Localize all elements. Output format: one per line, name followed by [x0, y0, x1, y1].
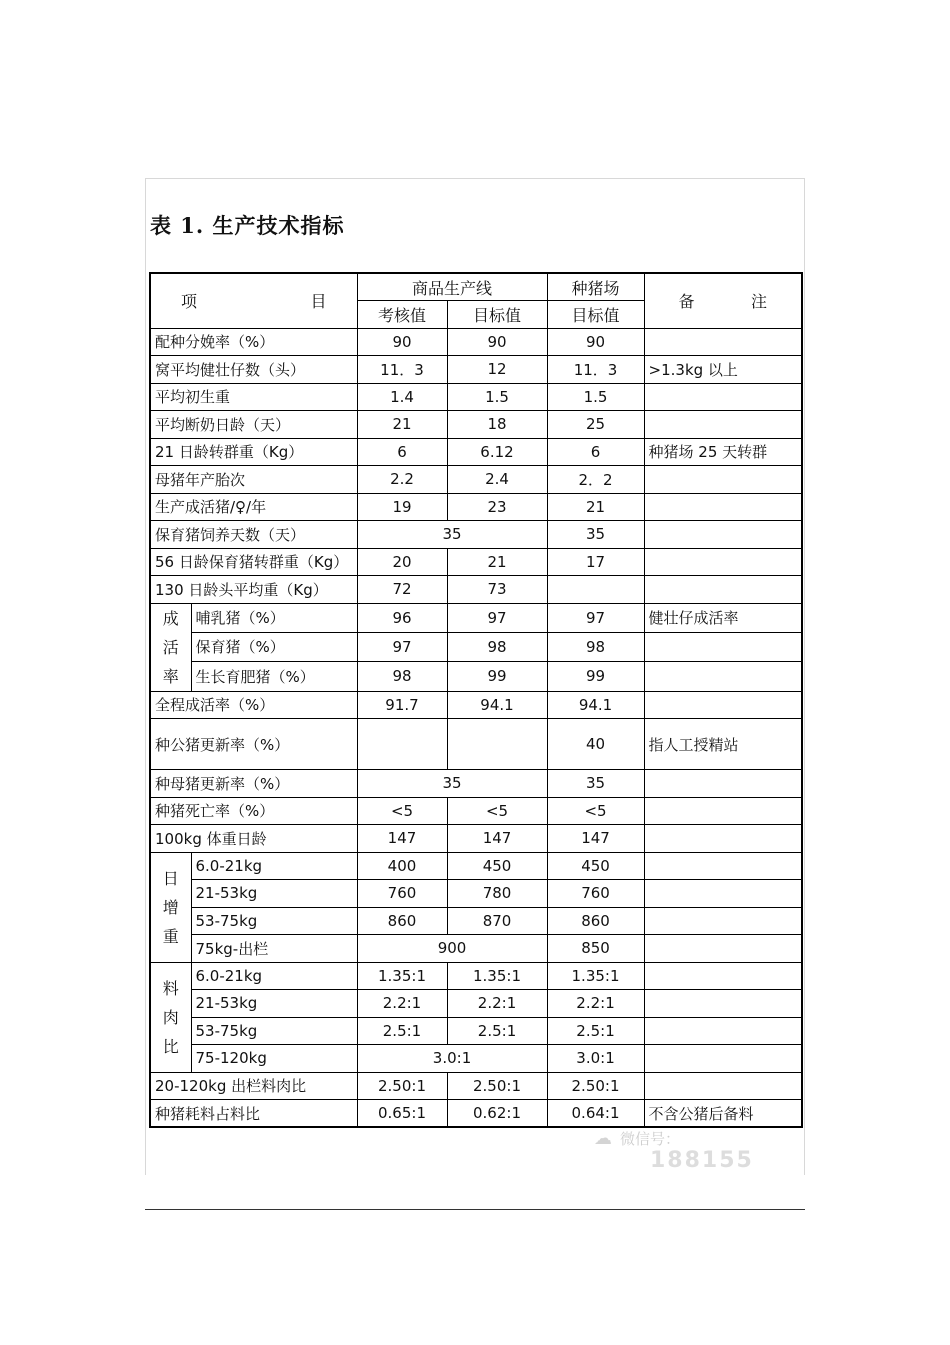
rows-group-feed-ratio — [150, 962, 802, 1072]
row-label: 种母猪更新率（%） — [150, 770, 357, 798]
group-label-cell — [150, 603, 191, 691]
group-label-char: 率 — [162, 666, 179, 686]
row-label: 平均初生重 — [150, 383, 357, 411]
table-row — [150, 466, 802, 494]
assess-value-cell: 11．3 — [357, 356, 447, 384]
breeding-value-cell: 99 — [547, 662, 644, 691]
header-item-cell: 项 目 — [150, 273, 357, 328]
group-label-char: 肉 — [162, 1007, 179, 1027]
row-label: 配种分娩率（%） — [150, 328, 357, 356]
target-value-cell: 2.4 — [447, 466, 547, 494]
assess-value-cell: 90 — [357, 328, 447, 356]
target-value-cell: 21 — [447, 548, 547, 576]
note-cell — [644, 632, 802, 661]
target-value-cell: 94.1 — [447, 691, 547, 719]
breeding-value-cell: 98 — [547, 632, 644, 661]
note-cell: 健壮仔成活率 — [644, 603, 802, 632]
table-row — [150, 576, 802, 604]
rows-group-weights — [150, 548, 802, 603]
target-value-cell: <5 — [447, 797, 547, 825]
group-label-char: 重 — [162, 926, 179, 946]
note-cell: 种猪场 25 天转群 — [644, 438, 802, 466]
breeding-value-cell: 1.5 — [547, 383, 644, 411]
table-row — [150, 521, 802, 549]
target-value-cell — [447, 719, 547, 770]
table-header-row — [150, 273, 802, 301]
breeding-value-cell: 147 — [547, 825, 644, 853]
row-label: 生长育肥猪（%） — [191, 662, 357, 691]
target-value-cell: 147 — [447, 825, 547, 853]
assess-value-cell: 0.65:1 — [357, 1100, 447, 1128]
breeding-value-cell: 35 — [547, 521, 644, 549]
group-label-cell — [150, 852, 191, 962]
note-cell — [644, 935, 802, 963]
table-row — [150, 548, 802, 576]
note-cell — [644, 852, 802, 880]
breeding-value-cell: 90 — [547, 328, 644, 356]
header-assess-value: 考核值 — [357, 301, 447, 329]
target-value-cell: 99 — [447, 662, 547, 691]
breeding-value-cell: 1.35:1 — [547, 962, 644, 990]
table-row — [150, 691, 802, 719]
row-label: 21-53kg — [191, 880, 357, 908]
note-cell — [644, 1045, 802, 1073]
target-value-cell: 23 — [447, 493, 547, 521]
assess-value-cell: 98 — [357, 662, 447, 691]
rows-group-feed-summary — [150, 1072, 802, 1127]
table-row — [150, 632, 802, 661]
merged-value-cell: 35 — [357, 770, 547, 798]
row-label: 保育猪（%） — [191, 632, 357, 661]
note-cell — [644, 1017, 802, 1045]
row-label: 生产成活猪/♀/年 — [150, 493, 357, 521]
note-cell: >1.3kg 以上 — [644, 356, 802, 384]
breeding-value-cell: <5 — [547, 797, 644, 825]
assess-value-cell: 2.2:1 — [357, 990, 447, 1018]
note-cell — [644, 576, 802, 604]
assess-value-cell: 21 — [357, 411, 447, 439]
row-label: 种猪死亡率（%） — [150, 797, 357, 825]
table-row — [150, 962, 802, 990]
row-label: 53-75kg — [191, 907, 357, 935]
note-cell — [644, 1072, 802, 1100]
table-row — [150, 1100, 802, 1128]
assess-value-cell: 6 — [357, 438, 447, 466]
target-value-cell: 98 — [447, 632, 547, 661]
table-row — [150, 603, 802, 632]
breeding-value-cell: 35 — [547, 770, 644, 798]
row-label: 75-120kg — [191, 1045, 357, 1073]
row-label: 21-53kg — [191, 990, 357, 1018]
note-cell — [644, 521, 802, 549]
row-label: 53-75kg — [191, 1017, 357, 1045]
table-row — [150, 328, 802, 356]
rows-group-total-survival — [150, 691, 802, 719]
header-note-cell: 备 注 — [644, 273, 802, 328]
target-value-cell: 18 — [447, 411, 547, 439]
target-value-cell: 2.5:1 — [447, 1017, 547, 1045]
note-cell — [644, 466, 802, 494]
row-label: 100kg 体重日龄 — [150, 825, 357, 853]
table-row — [150, 825, 802, 853]
assess-value-cell: 91.7 — [357, 691, 447, 719]
group-label-char: 料 — [162, 978, 179, 998]
note-cell — [644, 770, 802, 798]
breeding-value-cell: 94.1 — [547, 691, 644, 719]
row-label: 平均断奶日龄（天） — [150, 411, 357, 439]
header-breeding-target-value: 目标值 — [547, 301, 644, 329]
note-cell — [644, 907, 802, 935]
table-row — [150, 907, 802, 935]
table-row — [150, 411, 802, 439]
target-value-cell: 2.50:1 — [447, 1072, 547, 1100]
breeding-value-cell: 0.64:1 — [547, 1100, 644, 1128]
breeding-value-cell: 760 — [547, 880, 644, 908]
page-divider — [145, 1209, 805, 1210]
group-label-char: 活 — [162, 637, 179, 657]
target-value-cell: 12 — [447, 356, 547, 384]
note-cell — [644, 990, 802, 1018]
row-label: 保育猪饲养天数（天） — [150, 521, 357, 549]
breeding-value-cell: 2.2:1 — [547, 990, 644, 1018]
rows-group-mortality — [150, 797, 802, 852]
assess-value-cell: 2.5:1 — [357, 1017, 447, 1045]
target-value-cell: 0.62:1 — [447, 1100, 547, 1128]
breeding-value-cell: 11．3 — [547, 356, 644, 384]
table-row — [150, 493, 802, 521]
table-row — [150, 383, 802, 411]
note-cell — [644, 383, 802, 411]
table-row — [150, 852, 802, 880]
note-cell — [644, 411, 802, 439]
assess-value-cell: 20 — [357, 548, 447, 576]
breeding-value-cell: 2．2 — [547, 466, 644, 494]
assess-value-cell: 760 — [357, 880, 447, 908]
note-cell — [644, 691, 802, 719]
merged-value-cell: 35 — [357, 521, 547, 549]
table-row — [150, 770, 802, 798]
breeding-value-cell: 3.0:1 — [547, 1045, 644, 1073]
assess-value-cell: 1.4 — [357, 383, 447, 411]
target-value-cell: 6.12 — [447, 438, 547, 466]
wechat-icon: ☁ — [594, 1128, 612, 1149]
assess-value-cell — [357, 719, 447, 770]
production-indicator-table — [149, 272, 803, 1128]
note-cell — [644, 662, 802, 691]
row-label: 种公猪更新率（%） — [150, 719, 357, 770]
row-label: 20-120kg 出栏料肉比 — [150, 1072, 357, 1100]
breeding-value-cell: 97 — [547, 603, 644, 632]
group-label-char: 比 — [162, 1036, 179, 1056]
breeding-value-cell: 40 — [547, 719, 644, 770]
table-row — [150, 1072, 802, 1100]
assess-value-cell: 97 — [357, 632, 447, 661]
assess-value-cell: 2.2 — [357, 466, 447, 494]
breeding-value-cell: 860 — [547, 907, 644, 935]
note-cell — [644, 825, 802, 853]
table-caption: 表 1. 生产技术指标 — [150, 213, 345, 238]
note-cell — [644, 548, 802, 576]
target-value-cell: 870 — [447, 907, 547, 935]
note-cell — [644, 328, 802, 356]
table-row — [150, 1017, 802, 1045]
table-row — [150, 880, 802, 908]
note-cell: 指人工授精站 — [644, 719, 802, 770]
assess-value-cell: 2.50:1 — [357, 1072, 447, 1100]
note-cell — [644, 797, 802, 825]
note-cell: 不含公猪后备料 — [644, 1100, 802, 1128]
row-label: 6.0-21kg — [191, 962, 357, 990]
row-label: 哺乳猪（%） — [191, 603, 357, 632]
table-row — [150, 797, 802, 825]
assess-value-cell: 19 — [357, 493, 447, 521]
row-label: 75kg-出栏 — [191, 935, 357, 963]
table-row — [150, 935, 802, 963]
note-cell — [644, 962, 802, 990]
target-value-cell: 97 — [447, 603, 547, 632]
table-row — [150, 356, 802, 384]
row-label: 母猪年产胎次 — [150, 466, 357, 494]
target-value-cell: 2.2:1 — [447, 990, 547, 1018]
target-value-cell: 780 — [447, 880, 547, 908]
breeding-value-cell: 6 — [547, 438, 644, 466]
assess-value-cell: 1.35:1 — [357, 962, 447, 990]
header-commercial-line: 商品生产线 — [357, 273, 547, 301]
group-label-cell — [150, 962, 191, 1072]
row-label: 6.0-21kg — [191, 852, 357, 880]
group-label-char: 日 — [162, 868, 179, 888]
table-row — [150, 1045, 802, 1073]
watermark-logo: 188155 — [650, 1148, 754, 1173]
rows-group-nursery — [150, 521, 802, 549]
watermark-text: 微信号： — [620, 1130, 681, 1148]
breeding-value-cell — [547, 576, 644, 604]
assess-value-cell: 400 — [357, 852, 447, 880]
rows-group-replacement — [150, 719, 802, 798]
assess-value-cell: 860 — [357, 907, 447, 935]
target-value-cell: 73 — [447, 576, 547, 604]
merged-value-cell: 900 — [357, 935, 547, 963]
note-cell — [644, 880, 802, 908]
note-cell — [644, 493, 802, 521]
row-label: 56 日龄保育猪转群重（Kg） — [150, 548, 357, 576]
merged-value-cell: 3.0:1 — [357, 1045, 547, 1073]
breeding-value-cell: 21 — [547, 493, 644, 521]
breeding-value-cell: 2.50:1 — [547, 1072, 644, 1100]
assess-value-cell: 72 — [357, 576, 447, 604]
breeding-value-cell: 2.5:1 — [547, 1017, 644, 1045]
target-value-cell: 450 — [447, 852, 547, 880]
assess-value-cell: <5 — [357, 797, 447, 825]
table-row — [150, 990, 802, 1018]
row-label: 21 日龄转群重（Kg） — [150, 438, 357, 466]
target-value-cell: 90 — [447, 328, 547, 356]
rows-group-survival — [150, 603, 802, 691]
row-label: 种猪耗料占料比 — [150, 1100, 357, 1128]
group-label-char: 增 — [162, 897, 179, 917]
row-label: 全程成活率（%） — [150, 691, 357, 719]
rows-group-daily-gain — [150, 852, 802, 962]
assess-value-cell: 96 — [357, 603, 447, 632]
group-label-char: 成 — [162, 608, 179, 628]
rows-group-basic — [150, 328, 802, 521]
table-row — [150, 438, 802, 466]
breeding-value-cell: 850 — [547, 935, 644, 963]
breeding-value-cell: 17 — [547, 548, 644, 576]
row-label: 窝平均健壮仔数（头） — [150, 356, 357, 384]
target-value-cell: 1.35:1 — [447, 962, 547, 990]
row-label: 130 日龄头平均重（Kg） — [150, 576, 357, 604]
breeding-value-cell: 25 — [547, 411, 644, 439]
breeding-value-cell: 450 — [547, 852, 644, 880]
target-value-cell: 1.5 — [447, 383, 547, 411]
table-row — [150, 719, 802, 770]
assess-value-cell: 147 — [357, 825, 447, 853]
table-row — [150, 662, 802, 691]
header-target-value: 目标值 — [447, 301, 547, 329]
header-breeding-farm: 种猪场 — [547, 273, 644, 301]
